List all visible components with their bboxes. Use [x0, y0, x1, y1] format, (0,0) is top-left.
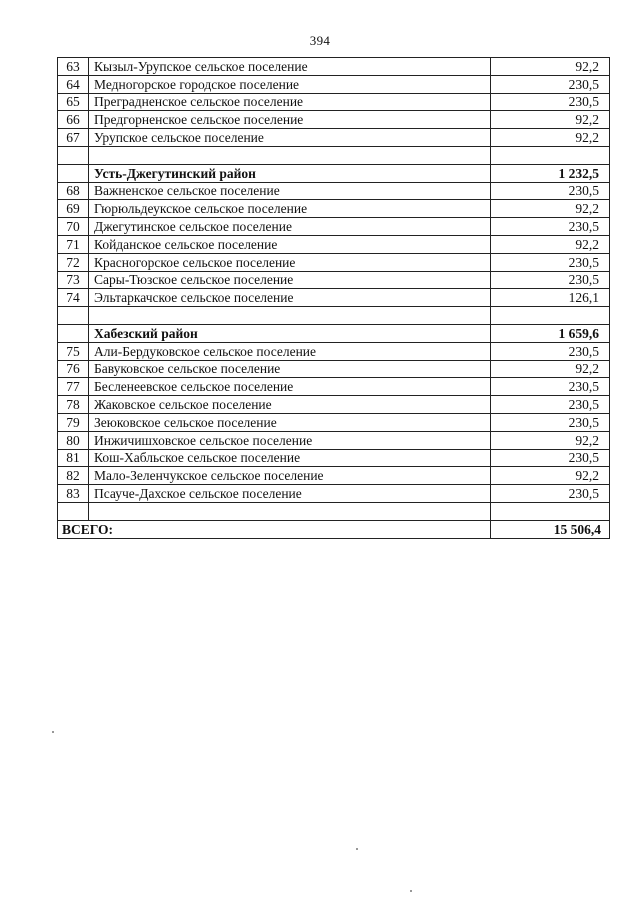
settlement-name: Гюрюльдеукское сельское поселение: [89, 200, 491, 218]
row-number: 69: [58, 200, 89, 218]
row-number: 65: [58, 93, 89, 111]
amount-value: 92,2: [491, 129, 610, 147]
row-number: 72: [58, 253, 89, 271]
row-number: 66: [58, 111, 89, 129]
amount-value: 230,5: [491, 218, 610, 236]
row-number: 76: [58, 360, 89, 378]
district-row: [58, 324, 610, 342]
amount-value: 230,5: [491, 253, 610, 271]
row-number: 73: [58, 271, 89, 289]
settlement-name: Али-Бердуковское сельское поселение: [89, 342, 491, 360]
settlement-name: Бесленеевское сельское поселение: [89, 378, 491, 396]
settlement-name: Кызыл-Урупское сельское поселение: [89, 58, 491, 76]
amount-value: 230,5: [491, 396, 610, 414]
settlement-name: Медногорское городское поселение: [89, 75, 491, 93]
settlement-name: Эльтаркачское сельское поселение: [89, 289, 491, 307]
settlement-name: Бавуковское сельское поселение: [89, 360, 491, 378]
table-row: [58, 289, 610, 307]
blank-row: [58, 502, 610, 520]
district-row: [58, 164, 610, 182]
table-row: [58, 218, 610, 236]
settlement-name: Сары-Тюзское сельское поселение: [89, 271, 491, 289]
amount-value: 92,2: [491, 431, 610, 449]
settlement-name: Преградненское сельское поселение: [89, 93, 491, 111]
row-number: 63: [58, 58, 89, 76]
empty-cell: [491, 307, 610, 325]
blank-row: [58, 307, 610, 325]
table-body: [58, 58, 610, 521]
table-row: [58, 467, 610, 485]
row-number: 80: [58, 431, 89, 449]
settlement-name: Жаковское сельское поселение: [89, 396, 491, 414]
empty-cell: [89, 307, 491, 325]
empty-cell: [58, 502, 89, 520]
empty-cell: [89, 146, 491, 164]
table-row: [58, 58, 610, 76]
amount-value: 230,5: [491, 271, 610, 289]
amount-value: 92,2: [491, 467, 610, 485]
table-row: [58, 111, 610, 129]
scan-speck: [356, 848, 358, 850]
settlement-name: Мало-Зеленчукское сельское поселение: [89, 467, 491, 485]
row-number: 70: [58, 218, 89, 236]
settlement-name: Кош-Хабльское сельское поселение: [89, 449, 491, 467]
amount-value: 230,5: [491, 182, 610, 200]
row-number: 82: [58, 467, 89, 485]
row-number: 78: [58, 396, 89, 414]
row-number: 71: [58, 235, 89, 253]
empty-cell: [58, 146, 89, 164]
district-total: 1 659,6: [491, 324, 610, 342]
table-row: [58, 182, 610, 200]
table-row: [58, 75, 610, 93]
table-row: [58, 129, 610, 147]
table-row: [58, 396, 610, 414]
table-row: [58, 253, 610, 271]
settlement-name: Зеюковское сельское поселение: [89, 413, 491, 431]
table-row: [58, 378, 610, 396]
row-number: 74: [58, 289, 89, 307]
district-name: Усть-Джегутинский район: [89, 164, 491, 182]
amount-value: 92,2: [491, 235, 610, 253]
allocation-table: [57, 57, 610, 539]
table-row: [58, 342, 610, 360]
table-row: [58, 93, 610, 111]
row-number: 79: [58, 413, 89, 431]
table-row: [58, 200, 610, 218]
amount-value: 92,2: [491, 111, 610, 129]
row-number: 83: [58, 485, 89, 503]
row-number-empty: [58, 164, 89, 182]
settlement-name: Предгорненское сельское поселение: [89, 111, 491, 129]
row-number: 64: [58, 75, 89, 93]
table-row: [58, 431, 610, 449]
amount-value: 92,2: [491, 360, 610, 378]
empty-cell: [491, 146, 610, 164]
total-label: ВСЕГО:: [58, 520, 491, 538]
blank-row: [58, 146, 610, 164]
row-number: 81: [58, 449, 89, 467]
table-row: [58, 485, 610, 503]
empty-cell: [58, 307, 89, 325]
settlement-name: Джегутинское сельское поселение: [89, 218, 491, 236]
empty-cell: [89, 502, 491, 520]
empty-cell: [491, 502, 610, 520]
settlement-name: Псауче-Дахское сельское поселение: [89, 485, 491, 503]
row-number: 75: [58, 342, 89, 360]
scan-speck: [410, 890, 412, 892]
row-number: 77: [58, 378, 89, 396]
district-total: 1 232,5: [491, 164, 610, 182]
amount-value: 92,2: [491, 58, 610, 76]
page-number: 394: [309, 33, 331, 48]
settlement-name: Инжичишховское сельское поселение: [89, 431, 491, 449]
settlement-name: Важненское сельское поселение: [89, 182, 491, 200]
row-number-empty: [58, 324, 89, 342]
scan-speck: [52, 731, 54, 733]
amount-value: 230,5: [491, 378, 610, 396]
settlement-name: Койданское сельское поселение: [89, 235, 491, 253]
table-row: [58, 449, 610, 467]
amount-value: 126,1: [491, 289, 610, 307]
amount-value: 230,5: [491, 485, 610, 503]
table-row: [58, 360, 610, 378]
settlement-name: Красногорское сельское поселение: [89, 253, 491, 271]
amount-value: 230,5: [491, 93, 610, 111]
total-row: [58, 520, 610, 538]
table-row: [58, 235, 610, 253]
settlement-name: Урупское сельское поселение: [89, 129, 491, 147]
row-number: 67: [58, 129, 89, 147]
amount-value: 230,5: [491, 449, 610, 467]
district-name: Хабезский район: [89, 324, 491, 342]
table-row: [58, 271, 610, 289]
amount-value: 230,5: [491, 342, 610, 360]
total-value: 15 506,4: [491, 520, 610, 538]
table-row: [58, 413, 610, 431]
amount-value: 230,5: [491, 75, 610, 93]
amount-value: 230,5: [491, 413, 610, 431]
row-number: 68: [58, 182, 89, 200]
amount-value: 92,2: [491, 200, 610, 218]
